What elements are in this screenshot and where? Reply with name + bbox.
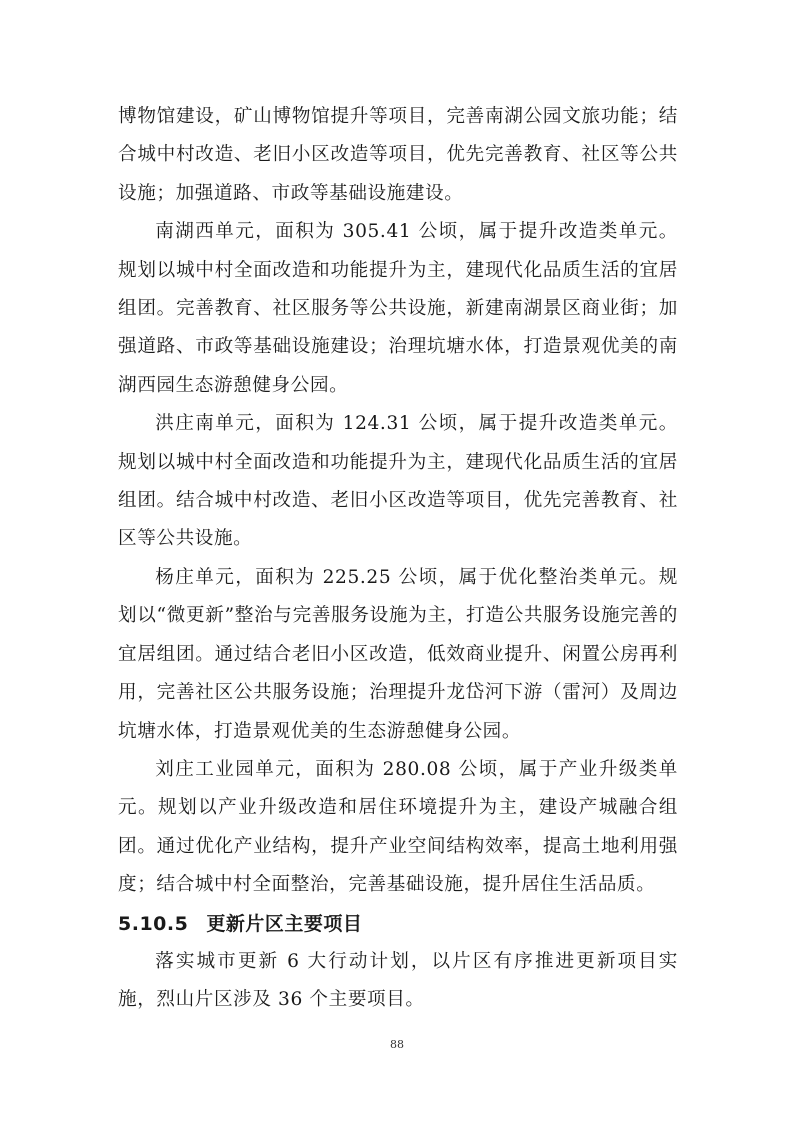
- page-number: 88: [390, 1038, 404, 1051]
- paragraph-nanhuxi-unit: 南湖西单元，面积为 305.41 公顷，属于提升改造类单元。规划以城中村全面改造和功能提升为主，建现代化品质生活的宜居组团。完善教育、社区服务等公共设施，新建南湖景区商业街；加强道路、市政等基础设施建设；治理坑塘水体，打造景观优美的南湖西园生态游憩健身公园。: [118, 221, 678, 396]
- section-heading: [118, 905, 678, 943]
- paragraph-liuzhuang-industrial-unit: 刘庄工业园单元，面积为 280.08 公顷，属于产业升级类单元。规划以产业升级改造和居住环境提升为主，建设产城融合组团。通过优化产业结构，提升产业空间结构效率，提高土地利用强度；结合城中村全面整治，完善基础设施，提升居住生活品质。: [118, 758, 678, 896]
- document-body: [118, 98, 678, 1020]
- section-number: 5.10.5: [118, 912, 189, 935]
- paragraph-hongzhuangnan-unit: 洪庄南单元，面积为 124.31 公顷，属于提升改造类单元。规划以城中村全面改造和功能提升为主，建现代化品质生活的宜居组团。结合城中村改造、老旧小区改造等项目，优先完善教育、社区等公共设施。: [118, 413, 678, 550]
- paragraph-continuation: 博物馆建设，矿山博物馆提升等项目，完善南湖公园文旅功能；结合城中村改造、老旧小区改造等项目，优先完善教育、社区等公共设施；加强道路、市政等基础设施建设。: [118, 106, 678, 204]
- paragraph-closing: 落实城市更新 6 大行动计划，以片区有序推进更新项目实施，烈山片区涉及 36 个主要项目。: [118, 950, 678, 1011]
- paragraph-yangzhuang-unit: 杨庄单元，面积为 225.25 公顷，属于优化整治类单元。规划以“微更新”整治与完善服务设施为主，打造公共服务设施完善的宜居组团。通过结合老旧小区改造，低效商业提升、闲置公房再利用，完善社区公共服务设施；治理提升龙岱河下游（雷河）及周边坑塘水体，打造景观优美的生态游憩健身公园。: [118, 566, 678, 742]
- section-title: 更新片区主要项目: [206, 912, 363, 935]
